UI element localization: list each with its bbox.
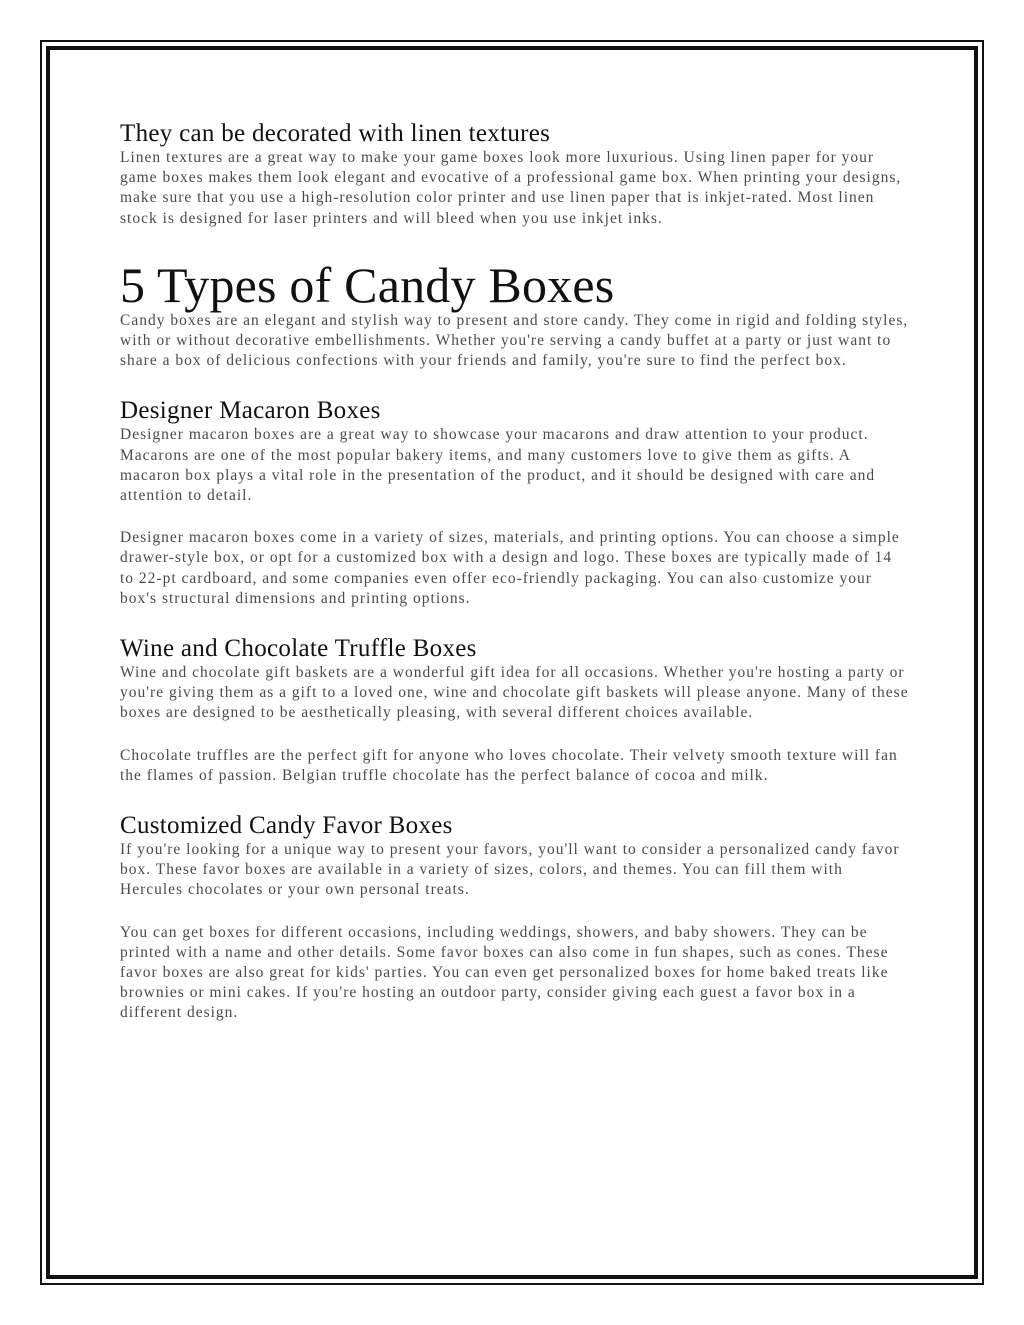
paragraph: Wine and chocolate gift baskets are a wonderful gift idea for all occasions. Whether you're hosting a party or you're giving them as a gift to a loved one, wine and chocolate gift baskets will please anyone. Many of these boxes are designed to be aesthetically pleasing, with several different choices available. [120, 664, 909, 722]
paragraph: You can get boxes for different occasions, including weddings, showers, and baby showers. They can be printed with a name and other details. Some favor boxes can also come in fun shapes, such as cones. These favor boxes are also great for kids' parties. You can even get personalized boxes for home baked treats like brownies or mini cakes. If you're hosting an outdoor party, consider giving each guest a favor box in a different design. [120, 923, 889, 1022]
section-heading-favor: Customized Candy Favor Boxes [120, 812, 453, 840]
section-heading-macaron: Designer Macaron Boxes [120, 397, 381, 425]
paragraph: Linen textures are a great way to make your game boxes look more luxurious. Using linen paper for your game boxes makes them look elegant and evocative of a professional game box. When printing your designs, make sure that you use a high-resolution color printer and use linen paper that is inkjet-rated. Most linen stock is designed for laser printers and will bleed when you use inkjet inks. [120, 149, 902, 227]
paragraph: Designer macaron boxes are a great way to showcase your macarons and draw attention to your product. Macarons are one of the most popular bakery items, and many customers love to give them as gifts. A macaron box plays a vital role in the presentation of the product, and it should be designed with care and attention to detail. [120, 426, 876, 505]
paragraph: Candy boxes are an elegant and stylish way to present and store candy. They come in rigid and folding styles, with or without decorative embellishments. Whether you're serving a candy buffet at a party or just want to share a box of delicious confections with your friends and family, you're sure to find the perfect box. [120, 311, 909, 370]
section-heading-linen: They can be decorated with linen textures [120, 120, 551, 147]
paragraph: Designer macaron boxes come in a variety of sizes, materials, and printing options. You can choose a simple drawer-style box, or opt for a customized box with a design and logo. These boxes are typically made of 14 to 22-pt cardboard, and some companies even offer eco-friendly packaging. You can also customize your box's structural dimensions and printing options. [120, 529, 900, 607]
paragraph: Chocolate truffles are the perfect gift for anyone who loves chocolate. Their velvety smooth texture will fan the flames of passion. Belgian truffle chocolate has the perfect balance of cocoa and milk. [120, 746, 898, 784]
paragraph: If you're looking for a unique way to present your favors, you'll want to consider a personalized candy favor box. These favor boxes are available in a variety of sizes, colors, and themes. You can fill them with Hercules chocolates or your own personal treats. [120, 841, 900, 899]
section-heading-truffle: Wine and Chocolate Truffle Boxes [120, 635, 477, 663]
document-body [120, 120, 910, 1024]
section-heading-candy-boxes: 5 Types of Candy Boxes [120, 256, 615, 313]
